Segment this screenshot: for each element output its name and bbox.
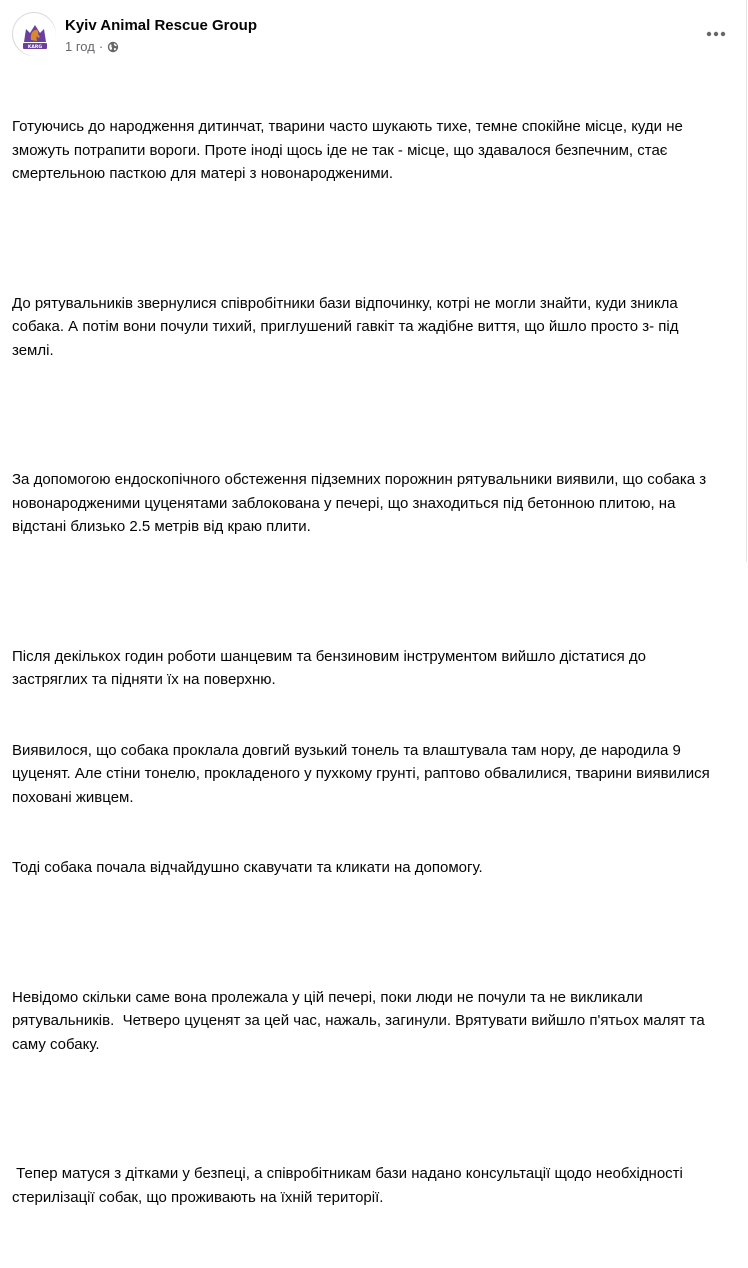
more-options-button[interactable] [698,16,734,52]
page-avatar[interactable] [12,12,56,56]
globe-icon[interactable] [107,41,119,53]
post-paragraph [12,598,724,927]
paragraph-line: За допомогою ендоскопічного обстеження підземних порожнин рятувальники виявили, що собака з новонародженими цуценятами заблокована у печері, що знаходиться під бетонною плитою, на відстані близько 2.5 метрів від краю плити. [12,471,711,535]
avatar-logo [13,13,57,57]
post-paragraph [12,245,724,410]
post-paragraph [12,939,724,1104]
paragraph-line: Тоді собака почала відчайдушно скавучати та кликати на допомогу. [12,859,483,876]
meta-separator: · [98,39,104,54]
post-text [12,68,724,1268]
paragraph-line: До рятувальників звернулися співробітники бази відпочинку, котрі не могли знайти, куди зникла собака. А потім вони почули тихий, приглушений гавкіт та жадібне виття, що йшло просто з- під землі. [12,294,683,359]
post-meta [65,39,119,54]
post-paragraph [12,421,724,586]
paragraph-line: Готуючись до народження дитинчат, тварини часто шукають тихе, темне спокійне місце, куди не зможуть потрапити вороги. Проте іноді щось іде не так - місце, що здавалося безпечним, стає смертельною пасткою для матері з новонародженими. [12,118,688,182]
paragraph-line: Тепер матуся з дітками у безпеці, а співробітникам бази надано консультації щодо необхідності стерилізації собак, що проживають на їхній території. [12,1165,688,1206]
paragraph-line: Невідомо скільки саме вона пролежала у цій печері, поки люди не почули та не викликали рятувальників. Четверо цуценят за цей час, нажаль, загинули. Врятувати вийшло п'ятьох малят та саму собаку. [12,988,709,1053]
post-time[interactable]: 1 год [65,39,95,54]
paragraph-line: Після декількох годин роботи шанцевим та бензиновим інструментом вийшло дістатися до застряглих та підняти їх на поверхню. [12,647,651,688]
avatar-text: KARG [27,45,43,50]
paragraph-line: Виявилося, що собака проклала довгий вузький тонель та влаштувала там нору, де народила 9 цуценят. Алe стіни тонелю, прокладеного у пухкому грунті, раптово обвалилися, тварини виявилися поховані живцем. [12,741,714,806]
post-header [12,12,734,60]
more-dots-icon [706,31,726,37]
page-name[interactable]: Kyiv Animal Rescue Group [65,17,257,34]
post-paragraph [12,68,724,233]
post-paragraph [12,1115,724,1256]
